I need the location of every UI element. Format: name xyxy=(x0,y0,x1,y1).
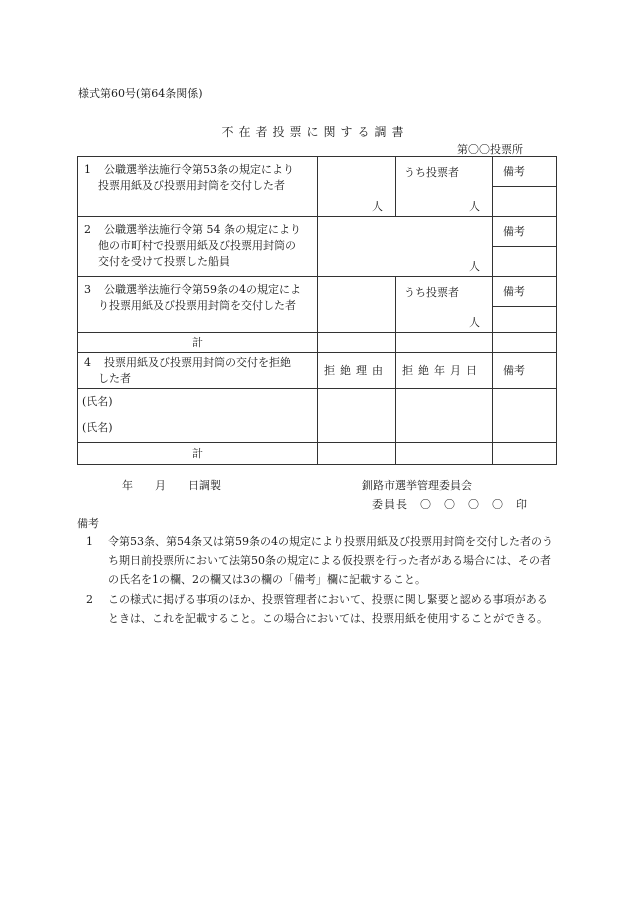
row2-remarks-label: 備考 xyxy=(503,224,525,238)
name-label-1: (氏名) xyxy=(82,395,113,408)
row1-line1: 公職選挙法施行令第53条の規定により xyxy=(104,163,294,176)
row1-number: 1 xyxy=(84,163,91,176)
subtotal-row-1 xyxy=(78,333,557,353)
row3-remarks-cell[interactable] xyxy=(493,307,557,333)
table-row-1 xyxy=(78,157,557,187)
note-text: この様式に掲げる事項のほか、投票管理者において、投票に関し緊要と認める事項があるときは、これを記載すること。この場合においては、投票用紙を使用することができる。 xyxy=(108,593,548,625)
row3-voters-unit: 人 xyxy=(469,316,480,329)
refusal-date-label: 拒絶年月日 xyxy=(402,363,482,377)
row1-sub-label: うち投票者 xyxy=(404,166,459,179)
row1-count-unit: 人 xyxy=(372,200,383,213)
note-text: 令第53条、第54条又は第59条の4の規定により投票用紙及び投票用封筒を交付した者のうち期日前投票所において法第50条の規定による仮投票を行った者がある場合には、その者の氏名を1の欄、2の欄又は3の欄の「備考」欄に記載すること。 xyxy=(108,535,553,586)
subtotal1-count[interactable] xyxy=(318,333,396,353)
row4-remarks-cell[interactable] xyxy=(493,389,557,443)
document-title: 不在者投票に関する調書 xyxy=(221,125,409,139)
subtotal1-remarks[interactable] xyxy=(493,333,557,353)
subtotal2-reason[interactable] xyxy=(318,443,396,465)
row4-line2: した者 xyxy=(98,372,131,385)
row2-remarks-cell[interactable] xyxy=(493,247,557,277)
subtotal2-remarks[interactable] xyxy=(493,443,557,465)
refusal-date-cell[interactable] xyxy=(396,389,493,443)
subtotal1-voters[interactable] xyxy=(396,333,493,353)
row4-remarks-label: 備考 xyxy=(503,363,525,377)
row2-number: 2 xyxy=(84,223,91,236)
row1-voters-unit: 人 xyxy=(469,200,480,213)
row1-remarks-header xyxy=(493,157,557,187)
polling-place-label: 第〇〇投票所 xyxy=(457,143,523,156)
row3-remarks-header xyxy=(493,277,557,307)
note-number: 2 xyxy=(86,593,93,606)
row2-line1: 公職選挙法施行令第 54 条の規定により xyxy=(104,223,301,236)
subtotal-row-2 xyxy=(78,443,557,465)
row3-remarks-label: 備考 xyxy=(503,284,525,298)
committee-name: 釧路市選挙管理委員会 xyxy=(362,479,472,492)
row3-count-cell[interactable] xyxy=(318,277,396,333)
row2-line2: 他の市町村で投票用紙及び投票用封筒の xyxy=(98,239,296,252)
names-cell[interactable] xyxy=(78,389,318,443)
row2-description xyxy=(78,217,318,277)
table-row-2 xyxy=(78,217,557,247)
row2-voters-cell[interactable] xyxy=(318,217,493,277)
row1-remarks-cell[interactable] xyxy=(493,187,557,217)
subtotal1-label: 計 xyxy=(78,333,318,353)
note-item xyxy=(86,532,558,589)
prepared-date: 年 月 日調製 xyxy=(122,479,221,492)
row4-description xyxy=(78,353,318,389)
notes-heading: 備考 xyxy=(77,517,99,530)
row4-number: 4 xyxy=(84,356,91,369)
names-row xyxy=(78,389,557,443)
subtotal2-label: 計 xyxy=(78,443,318,465)
table-row-4 xyxy=(78,353,557,389)
refusal-date-header xyxy=(396,353,493,389)
row3-line1: 公職選挙法施行令第59条の4の規定によ xyxy=(104,283,301,296)
absentee-voting-table xyxy=(77,156,557,465)
row2-voters-unit: 人 xyxy=(469,260,480,273)
row3-line2: り投票用紙及び投票用封筒を交付した者 xyxy=(98,299,296,312)
row1-description xyxy=(78,157,318,217)
note-number: 1 xyxy=(86,535,93,548)
row1-remarks-label: 備考 xyxy=(503,164,525,178)
refusal-reason-header xyxy=(318,353,396,389)
subtotal2-date[interactable] xyxy=(396,443,493,465)
row3-sub-label: うち投票者 xyxy=(404,286,459,299)
row1-line2: 投票用紙及び投票用封筒を交付した者 xyxy=(98,179,285,192)
row3-number: 3 xyxy=(84,283,91,296)
row2-remarks-header xyxy=(493,217,557,247)
chairman-seal-line: 委員長 〇 〇 〇 〇 印 xyxy=(372,498,528,511)
row3-voters-cell[interactable] xyxy=(396,277,493,333)
name-label-2: (氏名) xyxy=(82,421,113,434)
row3-description xyxy=(78,277,318,333)
form-number: 様式第60号(第64条関係) xyxy=(78,87,203,100)
row4-remarks-header xyxy=(493,353,557,389)
row1-voters-cell[interactable] xyxy=(396,157,493,217)
table-row-3 xyxy=(78,277,557,307)
row4-line1: 投票用紙及び投票用封筒の交付を拒絶 xyxy=(104,356,291,369)
refusal-reason-label: 拒絶理由 xyxy=(324,363,388,377)
refusal-reason-cell[interactable] xyxy=(318,389,396,443)
note-item xyxy=(86,590,558,628)
row1-count-cell[interactable] xyxy=(318,157,396,217)
row2-line3: 交付を受けて投票した船員 xyxy=(98,255,230,268)
